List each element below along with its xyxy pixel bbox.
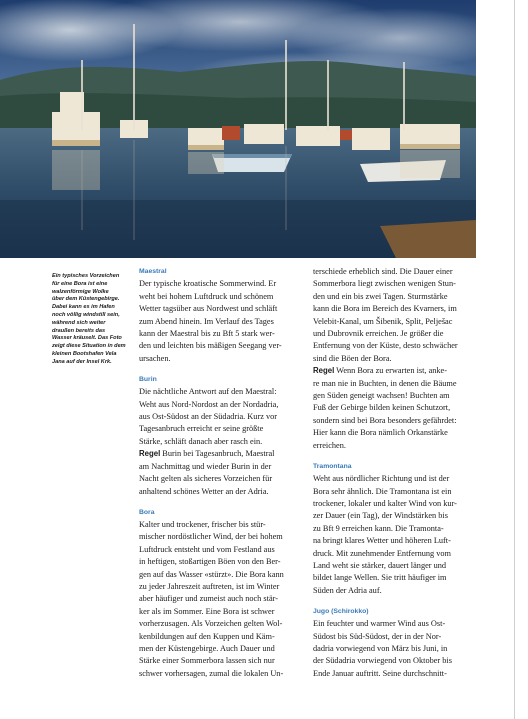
body-line: Nacht gelten als sicheres Vorzeichen für xyxy=(139,474,273,484)
caption-line: walzenförmige Wolke xyxy=(52,288,109,295)
section-heading-burin: Burin xyxy=(139,375,157,383)
body-line: weht bei hohem Luftdruck und schönem xyxy=(139,291,274,301)
body-line: den und leichten bis mäßigen Seegang ver- xyxy=(139,341,282,351)
body-line: sind die Böen der Bora. xyxy=(313,353,392,363)
body-line: druck. Mit zunehmender Entfernung vom xyxy=(313,548,452,558)
body-line: Stärke einer Sommerbora lassen sich nur xyxy=(139,656,275,666)
body-line: Tagesanbruch erreicht er seine größte xyxy=(139,424,264,434)
regel-text: Burin bei Tagesanbruch, Maestral xyxy=(160,449,275,459)
body-line: in heftigen, stoßartigen Böen von den Ber- xyxy=(139,557,281,567)
regel-lead: Regel xyxy=(313,366,335,376)
caption-line: für eine Bora ist eine xyxy=(52,280,108,287)
body-line: ker als im Sommer. Eine Bora ist schwer xyxy=(139,606,275,616)
text-column-right xyxy=(313,266,471,680)
body-line: zu Bft 9 erreichen kann. Die Tramonta- xyxy=(313,523,444,533)
body-line: am Nachmittag und wieder Burin in der xyxy=(139,461,272,471)
body-line: Velebit-Kanal, um Šibenik, Split, Pelješac xyxy=(313,316,453,326)
caption-line: noch völlig windstill sein, xyxy=(52,311,120,318)
body-line: Süden der Adria auf. xyxy=(313,585,382,595)
body-line: mischer nordöstlicher Wind, der bei hohem xyxy=(139,532,283,542)
caption-line: Jana auf der Insel Krk. xyxy=(52,358,112,365)
body-line: bildet lange Wellen. Sie tritt häufiger im xyxy=(313,573,447,583)
body-line: kann der Maestral bis zu Bft 5 stark wer- xyxy=(139,329,275,339)
section-heading-maestral: Maestral xyxy=(139,268,167,275)
body-line: Ende Januar auftritt. Seine durchschnitt- xyxy=(313,668,447,678)
caption-line: während sich weiter xyxy=(52,319,106,326)
page-edge-rule xyxy=(514,0,515,719)
body-line: ursachen. xyxy=(139,353,171,363)
body-line: und Dubrovnik erreichen. Je größer die xyxy=(313,329,444,339)
regel-line xyxy=(139,448,297,460)
body-line: den und ein bis zwei Tagen. Sturmstärke xyxy=(313,291,448,301)
body-line: re man nie in Buchten, in denen die Bäume xyxy=(313,378,457,388)
body-line: Fuß der Gebirge bilden keinen Schutzort, xyxy=(313,403,451,413)
body-line: Kalter und trockener, frischer bis stür- xyxy=(139,519,266,529)
caption-line: draußen bereits das xyxy=(52,327,106,334)
body-line: dadria vorwiegend von März bis Juni, in xyxy=(313,643,448,653)
text-column-left xyxy=(139,266,297,680)
section-heading-bora: Bora xyxy=(139,508,155,516)
body-line: der Südadria vorwiegend von Oktober bis xyxy=(313,656,452,666)
body-line: zum Abend hinein. Im Verlauf des Tages xyxy=(139,316,274,326)
section-heading-tramontana: Tramontana xyxy=(313,462,352,470)
body-line: trockener, lokaler und kalter Wind von kur- xyxy=(313,498,457,508)
section-heading-jugo: Jugo (Schirokko) xyxy=(313,607,369,615)
body-line: kenbildungen auf den Kuppen und Käm- xyxy=(139,631,275,641)
body-line: Bora sehr ähnlich. Die Tramontana ist ein xyxy=(313,486,452,496)
regel-line xyxy=(313,365,471,377)
body-line: anhaltend schönes Wetter an der Adria. xyxy=(139,486,269,496)
body-line: zu jeder Jahreszeit auftreten, ist im Winter xyxy=(139,581,280,591)
caption-line: kleinen Bootshafen Vela xyxy=(52,350,117,357)
caption-line: über dem Küstengebirge. xyxy=(52,296,120,303)
body-line: Stärke, schläft danach aber rasch ein. xyxy=(139,436,263,446)
body-line: schwer vorhersagen, zumal die lokalen Un- xyxy=(139,668,284,678)
body-line: vorherzusagen. Als Vorzeichen gelten Wol- xyxy=(139,619,283,629)
body-line: gen Süden geneigt wachsen! Buchten am xyxy=(313,391,450,401)
body-line: erreichen. xyxy=(313,440,346,450)
body-line: aber häufiger und zumeist auch noch stär- xyxy=(139,594,278,604)
caption-line: Dabei kann es im Hafen xyxy=(52,304,115,311)
photo-caption xyxy=(52,273,132,367)
caption-line: Ein typisches Vorzeichen xyxy=(52,273,120,279)
body-line: aus Ost-Südost an der Südadria. Kurz vor xyxy=(139,412,278,422)
body-line: Land weht sie stärker, dauert länger und xyxy=(313,560,447,570)
body-line: Luftdruck entsteht und vom Festland aus xyxy=(139,544,275,554)
body-line: zer Dauer (ein Tag), der Windstärken bis xyxy=(313,511,448,521)
body-line: Weht aus nördlicher Richtung und ist der xyxy=(313,474,450,484)
regel-lead: Regel xyxy=(139,449,161,459)
body-line: gen auf das Wasser «stürzt». Die Bora kann xyxy=(139,569,284,579)
harbor-photo xyxy=(0,0,476,258)
body-line: kann die Bora im Bereich des Kvarners, im xyxy=(313,304,457,314)
body-line: terschiede erheblich sind. Die Dauer einer xyxy=(313,267,453,276)
body-line: Der typische kroatische Sommerwind. Er xyxy=(139,279,277,289)
body-line: Ein feuchter und warmer Wind aus Ost- xyxy=(313,619,446,629)
body-line: Wetter tagsüber aus Nordwest und schläft xyxy=(139,304,278,314)
body-line: men der Küstengebirge. Auch Dauer und xyxy=(139,643,275,653)
body-line: Weht aus Nord-Nordost an der Nordadria, xyxy=(139,399,279,409)
body-line: Sommerbora liegt zwischen wenigen Stun- xyxy=(313,279,456,289)
body-line: sondern sind bei Bora besonders gefährdet: xyxy=(313,415,457,425)
body-line: na bringt klares Wetter und höheren Luft- xyxy=(313,536,451,546)
regel-text: Wenn Bora zu erwarten ist, anke- xyxy=(334,366,447,376)
body-line: Südost bis Süd-Südost, der in der Nor- xyxy=(313,631,442,641)
caption-line: zeigt diese Situation in dem xyxy=(52,343,126,350)
body-line: Die nächtliche Antwort auf den Maestral: xyxy=(139,387,277,397)
caption-line: Wasser kräuselt. Das Foto xyxy=(52,335,122,342)
body-line: Hier kann die Bora nämlich Orkanstärke xyxy=(313,428,448,438)
body-line: Entfernung von der Küste, desto schwächer xyxy=(313,341,458,351)
